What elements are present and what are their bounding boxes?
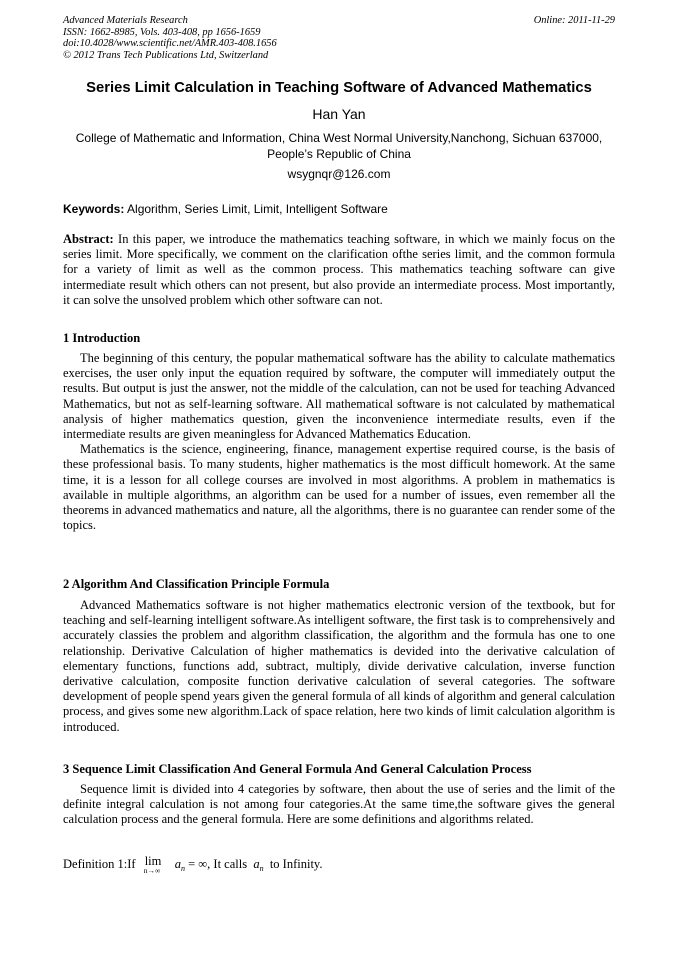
keywords bbox=[63, 201, 615, 217]
affiliation-line-1: College of Mathematic and Information, China West Normal University,Nanchong, Sichuan 637000, bbox=[75, 131, 603, 145]
section-1-heading: 1 Introduction bbox=[63, 331, 141, 345]
equals-infinity: = ∞ bbox=[184, 857, 208, 871]
limit-operator bbox=[143, 854, 175, 875]
paper-title: Series Limit Calculation in Teaching Software of Advanced Mathematics bbox=[86, 80, 592, 96]
section-1-body bbox=[63, 351, 615, 533]
author-name: Han Yan bbox=[312, 106, 366, 122]
definition-1-prefix: Definition 1:If bbox=[63, 857, 136, 871]
section-3-heading: 3 Sequence Limit Classification And General Formula And General Calculation Process bbox=[63, 762, 532, 776]
affiliation-line-2: People’s Republic of China bbox=[267, 147, 411, 161]
definition-1 bbox=[63, 854, 322, 876]
abstract-text: In this paper, we introduce the mathematics teaching software, in which we mainly focus on the series limit. More specifically, we comment on the clarification ofthe series limit, and the common formula for a variety of limit as well as the common process. This mathematics teaching software can give intermediate result which others can not present, but also provide an intermediate process. Most importantly, it can solve the unsolved problem which other software can not. bbox=[63, 232, 616, 307]
author-email: wsygnqr@126.com bbox=[287, 167, 391, 181]
section-2-body bbox=[63, 598, 615, 735]
definition-1-middle: , It calls bbox=[207, 857, 248, 871]
journal-header bbox=[63, 15, 277, 61]
lim-subscript: n→∞ bbox=[143, 866, 161, 875]
abstract bbox=[63, 232, 615, 308]
abstract-label: Abstract: bbox=[63, 232, 114, 246]
sequence-var-2: a bbox=[253, 857, 260, 871]
section-1-paragraph: The beginning of this century, the popular mathematical software has the ability to calculate mathematics exercises, the user only input the equation required by software, the computer will immediately output the results. But output is just the answer, not the middle of the calculation, can not be used for teaching Advanced Mathematics, but not as self-learning software. All mathematical software is not calculated by mathematical analysis of higher mathematics question, given the inconvenience intermediate results, even if the intermediate results are given meaningless for Advanced Mathematics Education. bbox=[63, 351, 615, 442]
doi-line: doi:10.4028/www.scientific.net/AMR.403-408.1656 bbox=[63, 38, 277, 50]
section-3-body bbox=[63, 782, 615, 828]
keywords-label: Keywords: bbox=[63, 202, 125, 216]
definition-1-suffix: to Infinity. bbox=[269, 857, 323, 871]
sequence-var: a bbox=[174, 857, 181, 871]
affiliation bbox=[40, 130, 638, 162]
section-2-heading: 2 Algorithm And Classification Principle Formula bbox=[63, 577, 330, 591]
issn-line: ISSN: 1662-8985, Vols. 403-408, pp 1656-1659 bbox=[63, 26, 261, 38]
sequence-subscript-2: n bbox=[259, 864, 264, 873]
section-1-paragraph: Mathematics is the science, engineering, finance, management expertise required course, is the basis of these professional basis. To many students, higher mathematics is the most difficult homework. At the same time, it is a lesson for all college courses are involved in most algorithms. A problem in mathematics is available in multiple algorithms, an algorithm can be used for a number of issues, even remember all the theorems in advanced mathematics and nature, all the algorithms, there is no guarantee can render some of the topics. bbox=[63, 442, 615, 533]
journal-name: Advanced Materials Research bbox=[63, 15, 188, 26]
online-date: Online: 2011-11-29 bbox=[533, 15, 615, 26]
section-3-paragraph: Sequence limit is divided into 4 categories by software, then about the use of series and the limit of the definite integral calculation is not among four categories.At the same time,the software gives the general calculation process and the general formula. Here are some definitions and algorithms related. bbox=[63, 782, 615, 827]
lim-word: lim bbox=[144, 854, 162, 868]
keywords-text: Algorithm, Series Limit, Limit, Intelligent Software bbox=[127, 202, 388, 216]
sequence-subscript: n bbox=[180, 864, 185, 873]
copyright-line: © 2012 Trans Tech Publications Ltd, Switzerland bbox=[63, 49, 269, 61]
section-2-paragraph: Advanced Mathematics software is not higher mathematics electronic version of the textbook, but for teaching and self-learning intelligent software.As intelligent software, the first task is to comprehensively and accurately classies the problem and algorithm classification, the algorithm and the formula has one to one relationship. Derivative Calculation of higher mathematics is devided into the derivative calculation of elementary functions, functions add, subtract, multiply, divide derivative calculation, inverse function derivative calculation, composite function derivative calculation of several categories. The software development of people spend years given the general formula of all kinds of algorithm and general calculation process, and gives some new algorithm.Lack of space relation, here two kinds of limit calculation algorithm is introduced. bbox=[63, 598, 615, 734]
